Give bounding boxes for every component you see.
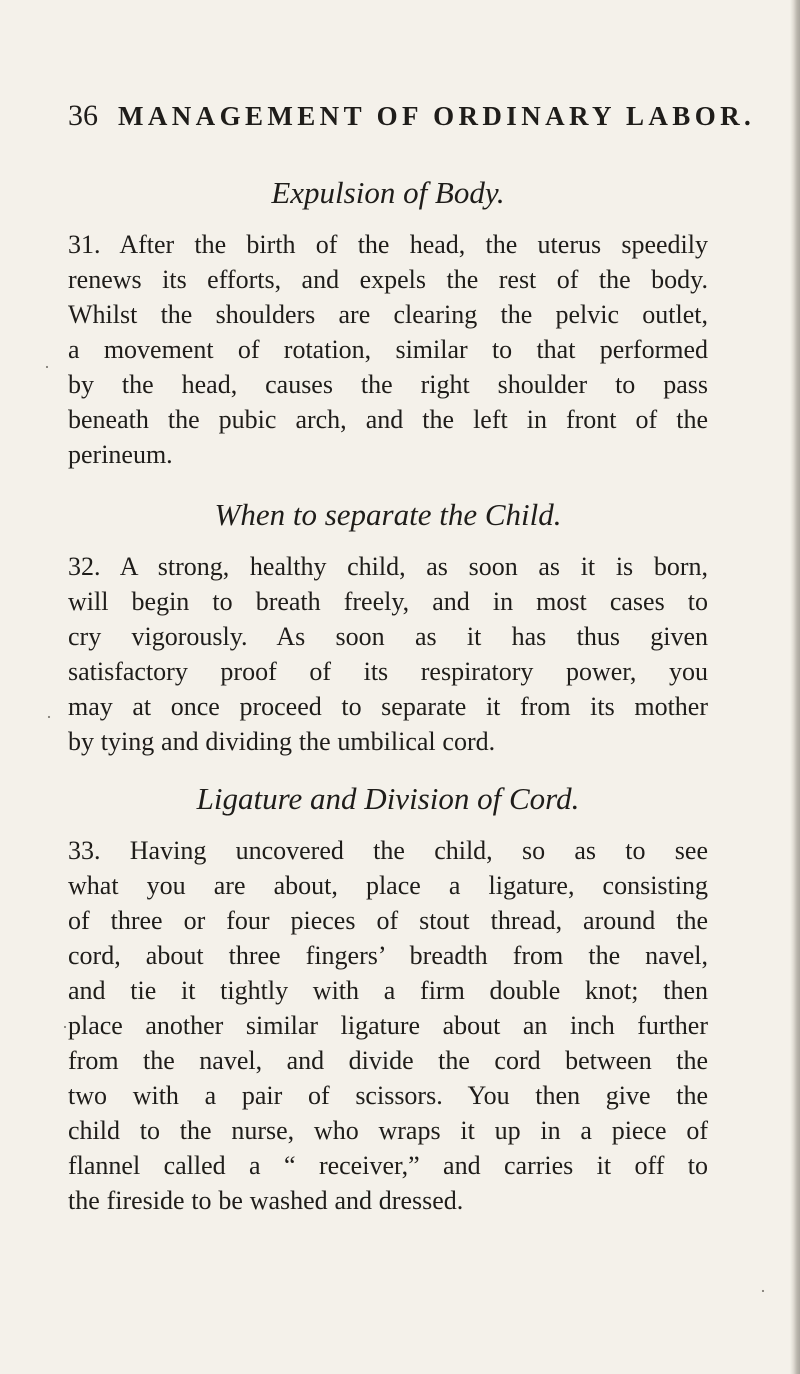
text-line: place another similar ligature about an inch further bbox=[68, 1011, 708, 1040]
paragraph-32 bbox=[68, 549, 708, 759]
text-line: satisfactory proof of its respiratory power, you bbox=[68, 657, 708, 686]
text-line: and tie it tightly with a firm double knot; then bbox=[68, 976, 708, 1005]
text-line: by tying and dividing the umbilical cord. bbox=[68, 727, 496, 756]
text-line: 33. Having uncovered the child, so as to see bbox=[68, 836, 708, 865]
scan-speck: · bbox=[44, 357, 50, 377]
text-line: the fireside to be washed and dressed. bbox=[68, 1186, 464, 1215]
text-line: will begin to breath freely, and in most cases to bbox=[68, 587, 708, 616]
text-line: Whilst the shoulders are clearing the pelvic outlet, bbox=[68, 300, 708, 329]
text-line: child to the nurse, who wraps it up in a piece of bbox=[68, 1116, 708, 1145]
text-line: 31. After the birth of the head, the uterus speedily bbox=[68, 230, 708, 259]
text-line: of three or four pieces of stout thread, around the bbox=[68, 906, 708, 935]
paragraph-33 bbox=[68, 833, 708, 1218]
text-line: what you are about, place a ligature, consisting bbox=[68, 871, 708, 900]
text-line: from the navel, and divide the cord between the bbox=[68, 1046, 708, 1075]
page-header bbox=[68, 97, 756, 135]
section-title-expulsion: Expulsion of Body. bbox=[271, 175, 505, 210]
text-line: beneath the pubic arch, and the left in front of the bbox=[68, 405, 708, 434]
scan-speck: · bbox=[46, 707, 52, 727]
paragraph-31 bbox=[68, 227, 708, 472]
text-line: by the head, causes the right shoulder to pass bbox=[68, 370, 708, 399]
text-line: cry vigorously. As soon as it has thus given bbox=[68, 622, 708, 651]
text-line: two with a pair of scissors. You then give the bbox=[68, 1081, 708, 1110]
page-number: 36 bbox=[68, 99, 98, 132]
text-line: 32. A strong, healthy child, as soon as it is born, bbox=[68, 552, 708, 581]
section-title-ligature: Ligature and Division of Cord. bbox=[196, 781, 580, 816]
scan-speck: · bbox=[62, 1017, 68, 1037]
running-head: MANAGEMENT OF ORDINARY LABOR. bbox=[118, 100, 756, 131]
section-title-separate-child: When to separate the Child. bbox=[214, 497, 562, 532]
text-line: a movement of rotation, similar to that performed bbox=[68, 335, 708, 364]
text-line: cord, about three fingers’ breadth from the navel, bbox=[68, 941, 708, 970]
text-line: perineum. bbox=[68, 440, 173, 469]
text-line: may at once proceed to separate it from its mother bbox=[68, 692, 708, 721]
scan-speck: · bbox=[760, 1281, 766, 1301]
text-line: renews its efforts, and expels the rest of the body. bbox=[68, 265, 708, 294]
text-line: flannel called a “ receiver,” and carries it off to bbox=[68, 1151, 708, 1180]
page-edge-shadow bbox=[790, 0, 800, 1374]
